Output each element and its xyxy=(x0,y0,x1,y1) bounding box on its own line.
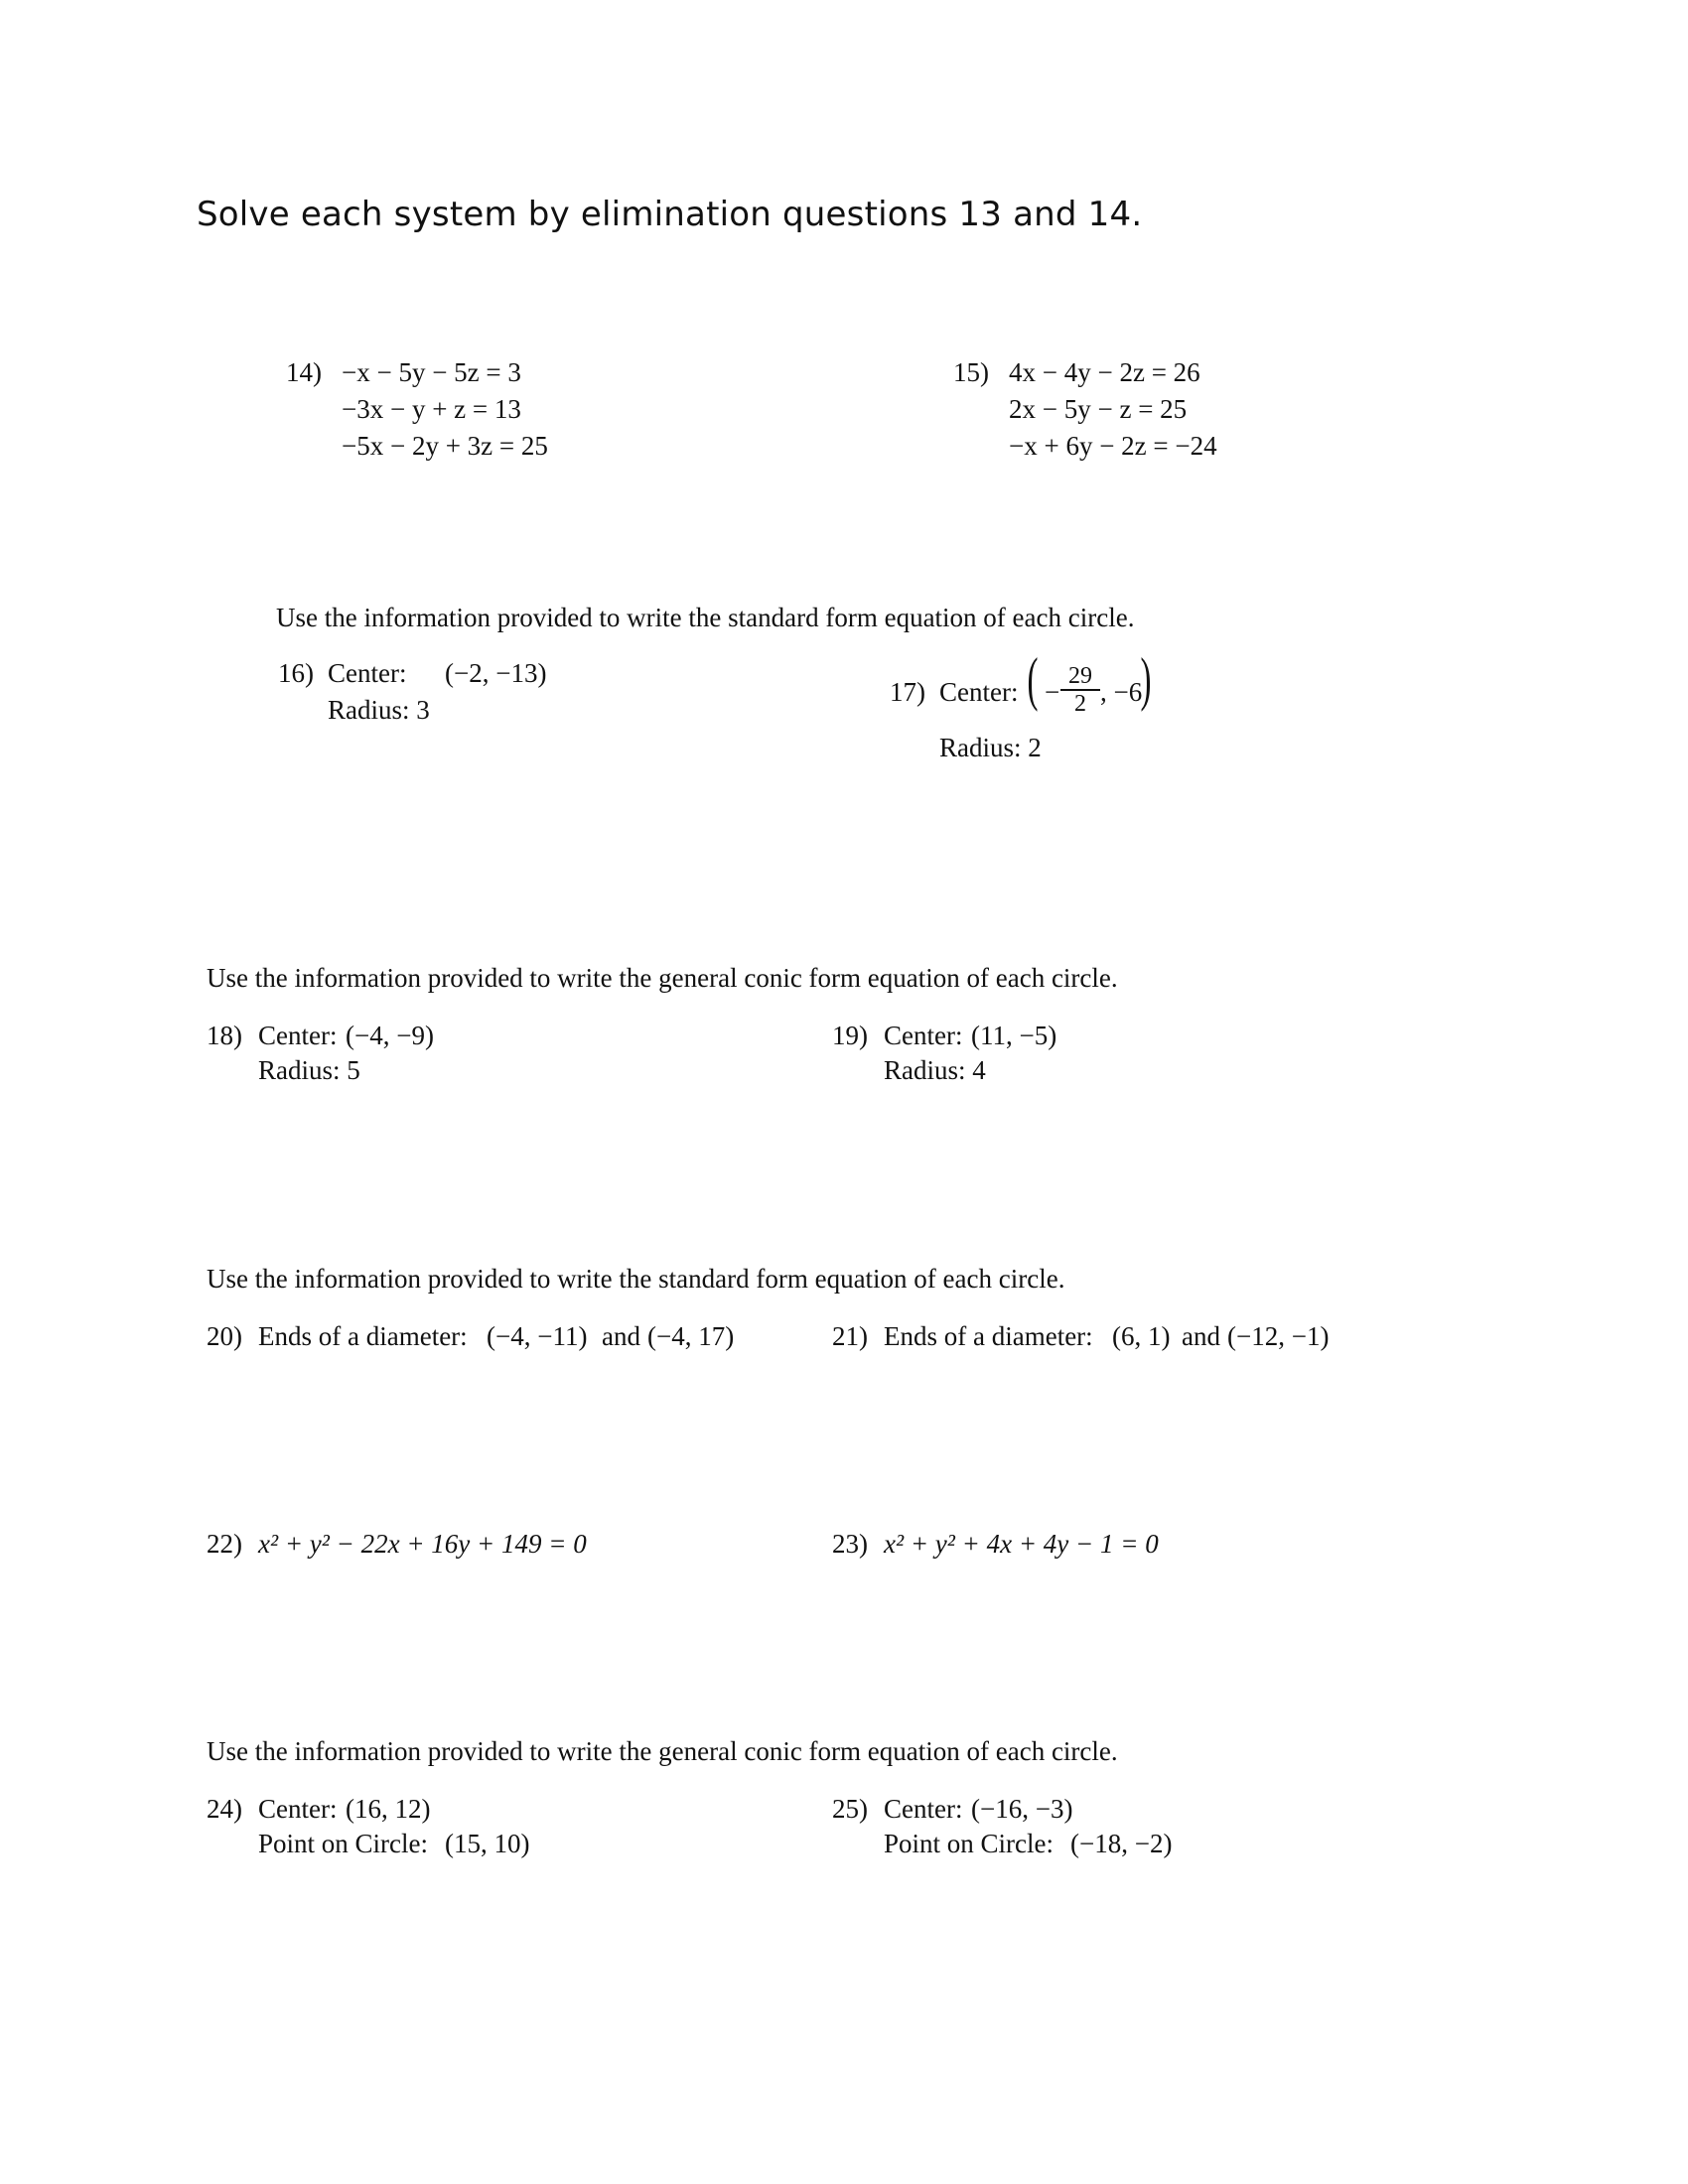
instruction-standard-form: Use the information provided to write the standard form equation of each circle. xyxy=(207,1264,1065,1294)
problem-number: 20) xyxy=(207,1321,242,1351)
circle-equation: x² + y² + 4x + 4y − 1 = 0 xyxy=(884,1529,1159,1559)
page-heading: Solve each system by elimination questions 13 and 14. xyxy=(197,195,1143,234)
equation-1: 4x − 4y − 2z = 26 xyxy=(1009,357,1200,387)
problem-number: 21) xyxy=(832,1321,868,1351)
endpoint-2: (−4, 17) xyxy=(647,1321,735,1351)
point-value: (15, 10) xyxy=(445,1829,530,1858)
diameter-label: Ends of a diameter: xyxy=(258,1321,468,1351)
left-paren: ( xyxy=(1027,646,1039,712)
problem-number: 24) xyxy=(207,1794,242,1824)
center-value: (16, 12) xyxy=(346,1794,431,1824)
right-paren: ) xyxy=(1140,646,1152,712)
instruction-general-form: Use the information provided to write the general conic form equation of each circle. xyxy=(207,963,1118,993)
radius-text: Radius: 3 xyxy=(328,695,430,725)
fraction-numerator: 29 xyxy=(1060,663,1100,691)
center-label: Center: xyxy=(258,1021,338,1050)
center-rest: , −6 xyxy=(1100,677,1143,707)
problem-number: 14) xyxy=(286,357,322,387)
equation-1: −x − 5y − 5z = 3 xyxy=(342,357,521,387)
point-value: (−18, −2) xyxy=(1070,1829,1173,1858)
and-text: and xyxy=(1182,1321,1220,1351)
endpoint-1: (6, 1) xyxy=(1112,1321,1171,1351)
point-label: Point on Circle: xyxy=(884,1829,1054,1858)
center-value: (11, −5) xyxy=(971,1021,1057,1050)
problem-number: 19) xyxy=(832,1021,868,1050)
center-label: Center: xyxy=(328,658,407,688)
center-label: Center: xyxy=(258,1794,338,1824)
center-label: Center: xyxy=(939,677,1019,707)
equation-2: 2x − 5y − z = 25 xyxy=(1009,394,1188,424)
center-value: (−2, −13) xyxy=(445,658,547,688)
endpoint-1: (−4, −11) xyxy=(487,1321,588,1351)
instruction-standard-form: Use the information provided to write the standard form equation of each circle. xyxy=(276,603,1135,632)
equation-2: −3x − y + z = 13 xyxy=(342,394,521,424)
radius-text: Radius: 2 xyxy=(939,733,1042,762)
center-label: Center: xyxy=(884,1021,963,1050)
instruction-general-form: Use the information provided to write the general conic form equation of each circle. xyxy=(207,1736,1118,1766)
fraction-denominator: 2 xyxy=(1074,691,1086,717)
radius-text: Radius: 5 xyxy=(258,1055,360,1085)
circle-equation: x² + y² − 22x + 16y + 149 = 0 xyxy=(258,1529,587,1559)
problem-number: 15) xyxy=(953,357,989,387)
center-value: (−16, −3) xyxy=(971,1794,1073,1824)
radius-text: Radius: 4 xyxy=(884,1055,986,1085)
minus-sign: − xyxy=(1045,677,1060,707)
equation-3: −5x − 2y + 3z = 25 xyxy=(342,431,548,461)
problem-number: 17) xyxy=(890,677,925,707)
fraction xyxy=(1060,663,1100,717)
problem-number: 23) xyxy=(832,1529,868,1559)
diameter-label: Ends of a diameter: xyxy=(884,1321,1093,1351)
problem-number: 18) xyxy=(207,1021,242,1050)
problem-number: 25) xyxy=(832,1794,868,1824)
problem-number: 16) xyxy=(278,658,314,688)
endpoint-2: (−12, −1) xyxy=(1227,1321,1330,1351)
center-label: Center: xyxy=(884,1794,963,1824)
equation-3: −x + 6y − 2z = −24 xyxy=(1009,431,1217,461)
and-text: and xyxy=(602,1321,640,1351)
point-label: Point on Circle: xyxy=(258,1829,428,1858)
center-value: (−4, −9) xyxy=(346,1021,434,1050)
problem-number: 22) xyxy=(207,1529,242,1559)
